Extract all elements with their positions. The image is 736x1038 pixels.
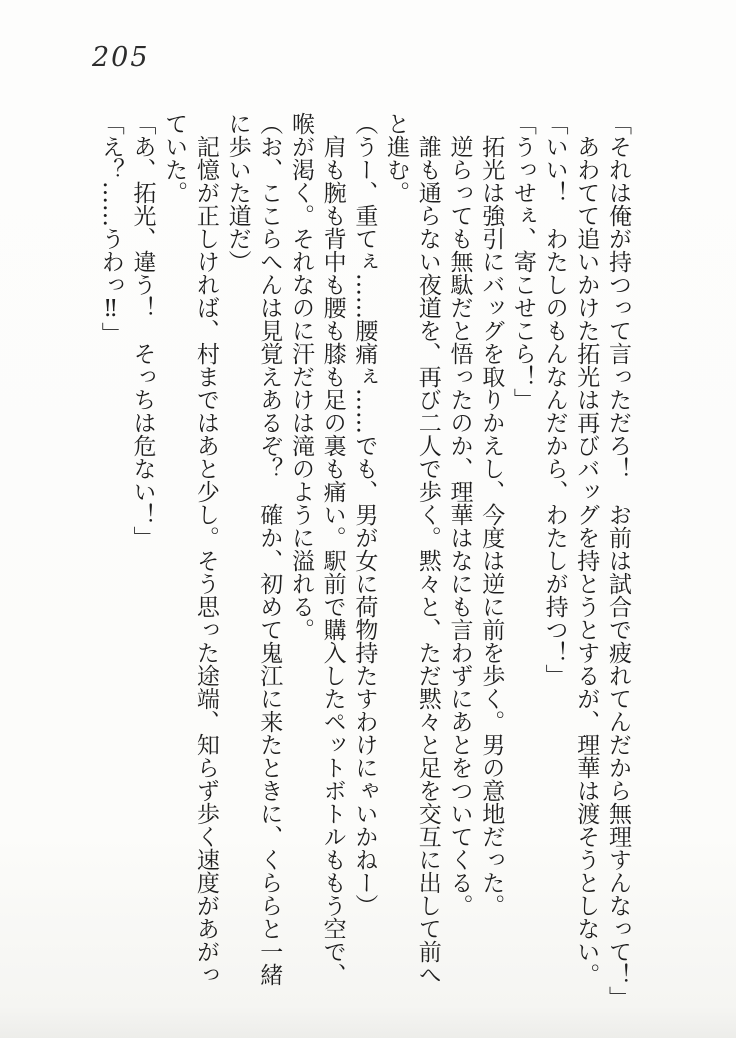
text-line: 誰も通らない夜道を、再び二人で歩く。黙々と、ただ黙々と足を交互に出して前へ [414, 135, 441, 986]
text-line: 「うっせぇ、寄こせこら！」 [509, 112, 536, 411]
body-text [94, 112, 633, 1012]
text-line: ていた。 [161, 112, 188, 204]
text-line: あわてて追いかけた拓光は再びバッグを持とうとするが、理華は渡そうとしない。 [573, 135, 600, 986]
page-number: 205 [92, 42, 150, 73]
text-line: と進む。 [383, 112, 410, 204]
text-line: 拓光は強引にバッグを取りかえし、今度は逆に前を歩く。男の意地だった。 [478, 135, 505, 917]
text-line: 「それは俺が持つって言っただろ！ お前は試合で疲れてんだから無理すんなって！」 [605, 112, 631, 1009]
text-line: 逆らっても無駄だと悟ったのか、理華はなにも言わずにあとをついてくる。 [446, 135, 473, 917]
text-line: 喉が渇く。それなのに汗だけは滝のように溢れる。 [287, 112, 314, 641]
text-line: 「え？……うわっ‼」 [97, 112, 124, 345]
text-line: 「いい！ わたしのもんなんだから、わたしが持つ！」 [541, 112, 568, 687]
text-line: （お、ここらへんは見覚えあるぞ？ 確か、初めて鬼江に来たときに、くららと一緒 [256, 112, 283, 986]
text-line: 肩も腕も背中も腰も膝も足の裏も痛い。駅前で購入したペットボトルももう空で、 [319, 135, 346, 986]
text-line: 「あ、拓光、違う！ そっちは危ない！」 [129, 112, 156, 549]
text-line: 記憶が正しければ、村まではあと少し。そう思った途端、知らず歩く速度があがっ [192, 135, 219, 986]
text-line: （うー、重てぇ……腰痛ぇ……でも、男が女に荷物持たすわけにゃいかねー） [351, 112, 378, 917]
text-line: に歩いた道だ） [224, 112, 251, 273]
